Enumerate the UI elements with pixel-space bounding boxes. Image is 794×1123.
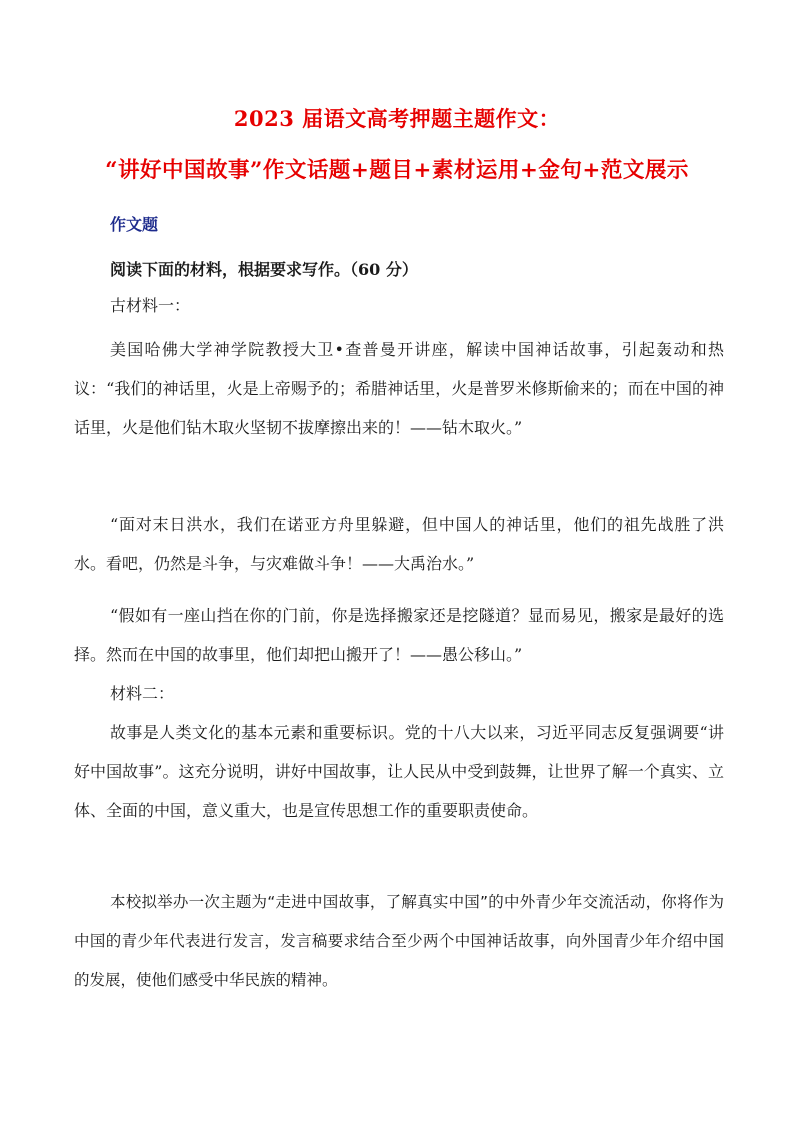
section-heading: 作文题	[110, 215, 159, 234]
writing-task-paragraph: 本校拟举办一次主题为“走进中国故事，了解真实中国”的中外青少年交流活动，你将作为中国的青少年代表进行发言，发言稿要求结合至少两个中国神话故事，向外国青少年介绍中国的发展，使他们感受中华民族的精神。	[74, 893, 724, 989]
material-one-paragraph-1: 美国哈佛大学神学院教授大卫•查普曼开讲座，解读中国神话故事，引起轰动和热议：“我们的神话里，火是上帝赐予的；希腊神话里，火是普罗米修斯偷来的；而在中国的神话里，火是他们钻木取火坚韧不拔摩擦出来的！——钻木取火。”	[74, 340, 724, 437]
material-two-label: 材料二：	[110, 684, 175, 703]
material-two-paragraph: 故事是人类文化的基本元素和重要标识。党的十八大以来，习近平同志反复强调要“讲好中国故事”。这充分说明，讲好中国故事，让人民从中受到鼓舞，让世界了解一个真实、立体、全面的中国，意义重大，也是宣传思想工作的重要职责使命。	[74, 723, 724, 820]
material-one-label: 古材料一：	[110, 296, 191, 315]
writing-instruction: 阅读下面的材料，根据要求写作。（60 分）	[110, 260, 418, 279]
document-title: 2023 届语文高考押题主题作文：	[233, 106, 561, 131]
material-one-paragraph-3: “假如有一座山挡在你的门前，你是选择搬家还是挖隧道？显而易见，搬家是最好的选择。然而在中国的故事里，他们却把山搬开了！——愚公移山。”	[74, 606, 724, 664]
material-one-paragraph-2: “面对末日洪水，我们在诺亚方舟里躲避，但中国人的神话里，他们的祖先战胜了洪水。看吧，仍然是斗争，与灾难做斗争！——大禹治水。”	[74, 515, 724, 573]
document-subtitle: “讲好中国故事”作文话题+题目+素材运用+金句+范文展示	[105, 158, 689, 183]
